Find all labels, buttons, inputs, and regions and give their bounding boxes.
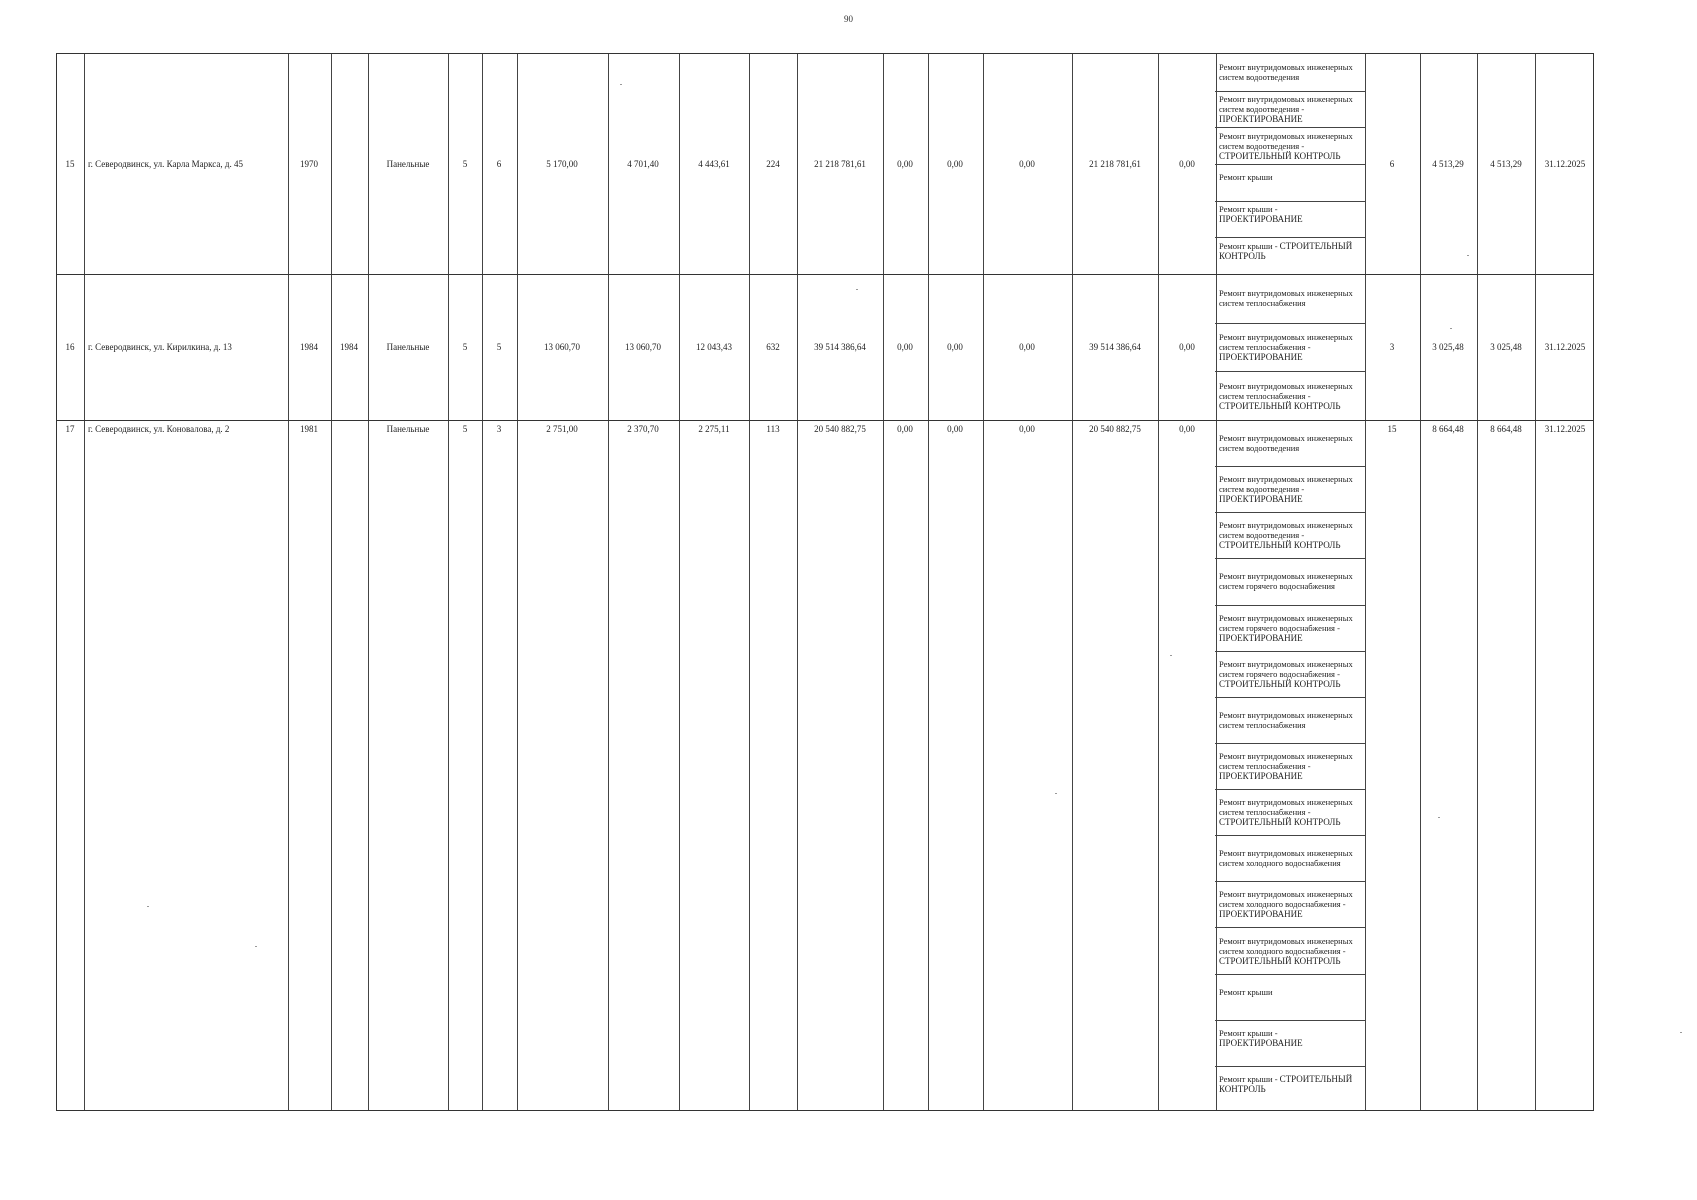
cell-fund-regional: 0,00 [947,342,963,352]
page-number: 90 [844,14,853,24]
cell-fund-regional: 0,00 [947,424,963,434]
cell-unit-cost: 8 664,48 [1432,424,1464,434]
work-item [1219,433,1363,453]
cell-works-count: 3 [1389,342,1395,352]
work-divider [1215,323,1365,324]
cell-total-area: 5 170,00 [546,159,578,169]
work-item [1219,332,1363,362]
work-item-stage: СТРОИТЕЛЬНЫЙ КОНТРОЛЬ [1219,150,1341,161]
cell-year-built: 1984 [300,342,318,352]
cell-deadline: 31.12.2025 [1544,342,1586,352]
work-item-stage: ПРОЕКТИРОВАНИЕ [1219,114,1303,124]
work-item [1219,987,1363,997]
column-divider [288,54,289,1110]
cell-residents: 224 [766,159,780,169]
cell-wall-material: Панельные [386,424,430,434]
work-divider [1215,835,1365,836]
work-item [1219,613,1363,643]
work-divider [1215,558,1365,559]
cell-unit-cost: 4 513,29 [1432,159,1464,169]
work-item-text: Ремонт крыши - [1219,240,1278,251]
work-item-text: Ремонт внутридомовых инженерных систем водоотведения [1219,62,1353,83]
column-divider [1535,54,1536,1110]
cell-fund-federal: 0,00 [897,342,913,352]
cell-area-premises: 4 701,40 [627,159,659,169]
column-divider [749,54,750,1110]
work-divider [1215,697,1365,698]
work-item-text: Ремонт внутридомовых инженерных систем горячего водоснабжения - [1219,658,1353,679]
scan-speck [620,84,622,85]
work-item [1219,1074,1363,1094]
column-divider [368,54,369,1110]
cell-fund-local: 0,00 [1019,159,1035,169]
work-item [1219,381,1363,411]
cell-works-count: 6 [1389,159,1395,169]
column-divider [448,54,449,1110]
work-item-stage: ПРОЕКТИРОВАНИЕ [1219,494,1303,505]
work-item [1219,936,1363,966]
cell-cost-total: 20 540 882,75 [814,424,866,434]
work-item-stage: ПРОЕКТИРОВАНИЕ [1219,214,1303,224]
column-divider [482,54,483,1110]
work-item-text: Ремонт внутридомовых инженерных систем водоотведения - [1219,130,1353,151]
work-divider [1215,466,1365,467]
cell-floors: 5 [462,424,468,434]
cell-cost-total: 39 514 386,64 [814,342,866,352]
work-item [1219,520,1363,550]
work-item-text: Ремонт крыши - [1219,1027,1278,1038]
cell-fund-local: 0,00 [1019,424,1035,434]
scan-speck [1170,655,1172,656]
work-divider [1215,974,1365,975]
work-item-stage: ПРОЕКТИРОВАНИЕ [1219,632,1303,643]
work-item-text: Ремонт внутридомовых инженерных систем холодного водоснабжения - [1219,889,1353,910]
column-divider [1365,54,1366,1110]
cell-entrances: 5 [496,342,502,352]
work-item-text: Ремонт внутридомовых инженерных систем водоотведения - [1219,520,1353,541]
work-divider [1215,201,1365,202]
cell-fund-other: 0,00 [1179,424,1195,434]
column-divider [883,54,884,1110]
cell-fund-regional: 0,00 [947,159,963,169]
work-item [1219,474,1363,504]
work-item [1219,94,1363,124]
cell-area-premises: 13 060,70 [625,342,661,352]
scan-speck [147,906,149,907]
cell-entrances: 6 [496,159,502,169]
cell-total-area: 13 060,70 [544,342,580,352]
work-divider [1215,237,1365,238]
work-item [1219,204,1363,224]
cell-cost-total: 21 218 781,61 [814,159,866,169]
work-item-stage: ПРОЕКТИРОВАНИЕ [1219,352,1303,362]
work-item-text: Ремонт внутридомовых инженерных систем водоотведения - [1219,474,1353,495]
cell-wall-material: Панельные [386,342,430,352]
work-item-stage: СТРОИТЕЛЬНЫЙ КОНТРОЛЬ [1219,1073,1353,1094]
work-item-text: Ремонт внутридомовых инженерных систем теплоснабжения [1219,709,1353,730]
work-item-text: Ремонт внутридомовых инженерных систем водоотведения - [1219,94,1353,114]
work-item-stage: ПРОЕКТИРОВАНИЕ [1219,909,1303,920]
cell-num: 17 [65,424,75,434]
work-item [1219,1028,1363,1048]
column-divider [1158,54,1159,1110]
work-item-stage: ПРОЕКТИРОВАНИЕ [1219,1037,1303,1048]
scan-speck [1055,793,1057,794]
column-divider [1216,54,1217,1110]
column-divider [1420,54,1421,1110]
cell-area-residential: 4 443,61 [698,159,730,169]
scan-speck [1467,255,1469,256]
cell-year-reconstruction: 1984 [340,342,358,352]
cell-fund-federal: 0,00 [897,424,913,434]
work-item [1219,848,1363,868]
column-divider [1072,54,1073,1110]
work-item-text: Ремонт внутридомовых инженерных систем холодного водоснабжения [1219,848,1353,869]
work-divider [1215,164,1365,165]
scan-speck [1450,328,1452,329]
cell-max-unit-cost: 8 664,48 [1490,424,1522,434]
cell-residents: 113 [766,424,780,434]
scan-speck [856,289,858,290]
cell-address: г. Северодвинск, ул. Коновалова, д. 2 [88,424,230,434]
work-divider [1215,651,1365,652]
work-divider [1215,605,1365,606]
work-item [1219,710,1363,730]
cell-total-area: 2 751,00 [546,424,578,434]
column-divider [84,54,85,1110]
work-item-text: Ремонт внутридомовых инженерных систем теплоснабжения - [1219,332,1353,352]
row-divider [57,274,1593,275]
work-divider [1215,127,1365,128]
work-item [1219,571,1363,591]
column-divider [608,54,609,1110]
work-item [1219,797,1363,827]
work-item [1219,131,1363,161]
work-item-stage: СТРОИТЕЛЬНЫЙ КОНТРОЛЬ [1219,400,1341,411]
work-item-text: Ремонт внутридомовых инженерных систем теплоснабжения [1219,288,1353,309]
cell-fund-owners: 21 218 781,61 [1089,159,1141,169]
work-item [1219,62,1363,82]
work-divider [1215,1020,1365,1021]
cell-max-unit-cost: 4 513,29 [1490,159,1522,169]
work-item-text: Ремонт внутридомовых инженерных систем горячего водоснабжения - [1219,612,1353,633]
work-item-stage: СТРОИТЕЛЬНЫЙ КОНТРОЛЬ [1219,817,1341,828]
work-item [1219,241,1363,261]
cell-area-residential: 12 043,43 [696,342,732,352]
column-divider [331,54,332,1110]
cell-year-built: 1981 [300,424,318,434]
cell-max-unit-cost: 3 025,48 [1490,342,1522,352]
cell-floors: 5 [462,159,468,169]
column-divider [928,54,929,1110]
cell-area-residential: 2 275,11 [698,424,730,434]
cell-entrances: 3 [496,424,502,434]
row-divider [57,420,1593,421]
cell-deadline: 31.12.2025 [1544,159,1586,169]
work-divider [1215,1066,1365,1067]
column-divider [797,54,798,1110]
cell-fund-owners: 20 540 882,75 [1089,424,1141,434]
work-divider [1215,91,1365,92]
cell-works-count: 15 [1387,424,1397,434]
work-item [1219,288,1363,308]
cell-year-built: 1970 [300,159,318,169]
work-item-text: Ремонт крыши - [1219,204,1278,214]
column-divider [517,54,518,1110]
cell-fund-owners: 39 514 386,64 [1089,342,1141,352]
cell-fund-other: 0,00 [1179,159,1195,169]
cell-area-premises: 2 370,70 [627,424,659,434]
capital-repair-table [56,53,1594,1111]
cell-deadline: 31.12.2025 [1544,424,1586,434]
scan-speck [1680,1032,1682,1033]
work-item-text: Ремонт внутридомовых инженерных систем теплоснабжения - [1219,797,1353,818]
cell-fund-federal: 0,00 [897,159,913,169]
work-item-stage: СТРОИТЕЛЬНЫЙ КОНТРОЛЬ [1219,240,1353,261]
cell-unit-cost: 3 025,48 [1432,342,1464,352]
work-divider [1215,743,1365,744]
work-item-stage: СТРОИТЕЛЬНЫЙ КОНТРОЛЬ [1219,540,1341,551]
work-item [1219,751,1363,781]
work-divider [1215,927,1365,928]
work-item-text: Ремонт внутридомовых инженерных систем теплоснабжения - [1219,380,1353,401]
work-item-text: Ремонт внутридомовых инженерных систем теплоснабжения - [1219,751,1353,771]
work-item-stage: СТРОИТЕЛЬНЫЙ КОНТРОЛЬ [1219,955,1341,966]
work-item-stage: СТРОИТЕЛЬНЫЙ КОНТРОЛЬ [1219,678,1341,689]
column-divider [679,54,680,1110]
scan-speck [1438,817,1440,818]
work-item [1219,659,1363,689]
cell-floors: 5 [462,342,468,352]
cell-num: 15 [65,159,75,169]
cell-fund-local: 0,00 [1019,342,1035,352]
work-item-text: Ремонт крыши [1219,986,1273,997]
work-item-text: Ремонт внутридомовых инженерных систем горячего водоснабжения [1219,571,1353,592]
work-item [1219,172,1363,182]
cell-residents: 632 [766,342,780,352]
work-divider [1215,512,1365,513]
scan-speck [255,946,257,947]
cell-num: 16 [65,342,75,352]
work-divider [1215,881,1365,882]
cell-address: г. Северодвинск, ул. Кирилкина, д. 13 [88,342,232,352]
work-item-text: Ремонт крыши - [1219,1073,1278,1084]
work-item-text: Ремонт внутридомовых инженерных систем холодного водоснабжения - [1219,935,1353,956]
column-divider [983,54,984,1110]
work-item [1219,889,1363,919]
work-divider [1215,789,1365,790]
cell-fund-other: 0,00 [1179,342,1195,352]
work-item-text: Ремонт крыши [1219,172,1273,183]
work-divider [1215,371,1365,372]
cell-address: г. Северодвинск, ул. Карла Маркса, д. 45 [88,159,243,169]
work-item-stage: ПРОЕКТИРОВАНИЕ [1219,771,1303,781]
cell-wall-material: Панельные [386,159,430,169]
work-item-text: Ремонт внутридомовых инженерных систем водоотведения [1219,433,1353,454]
column-divider [1477,54,1478,1110]
